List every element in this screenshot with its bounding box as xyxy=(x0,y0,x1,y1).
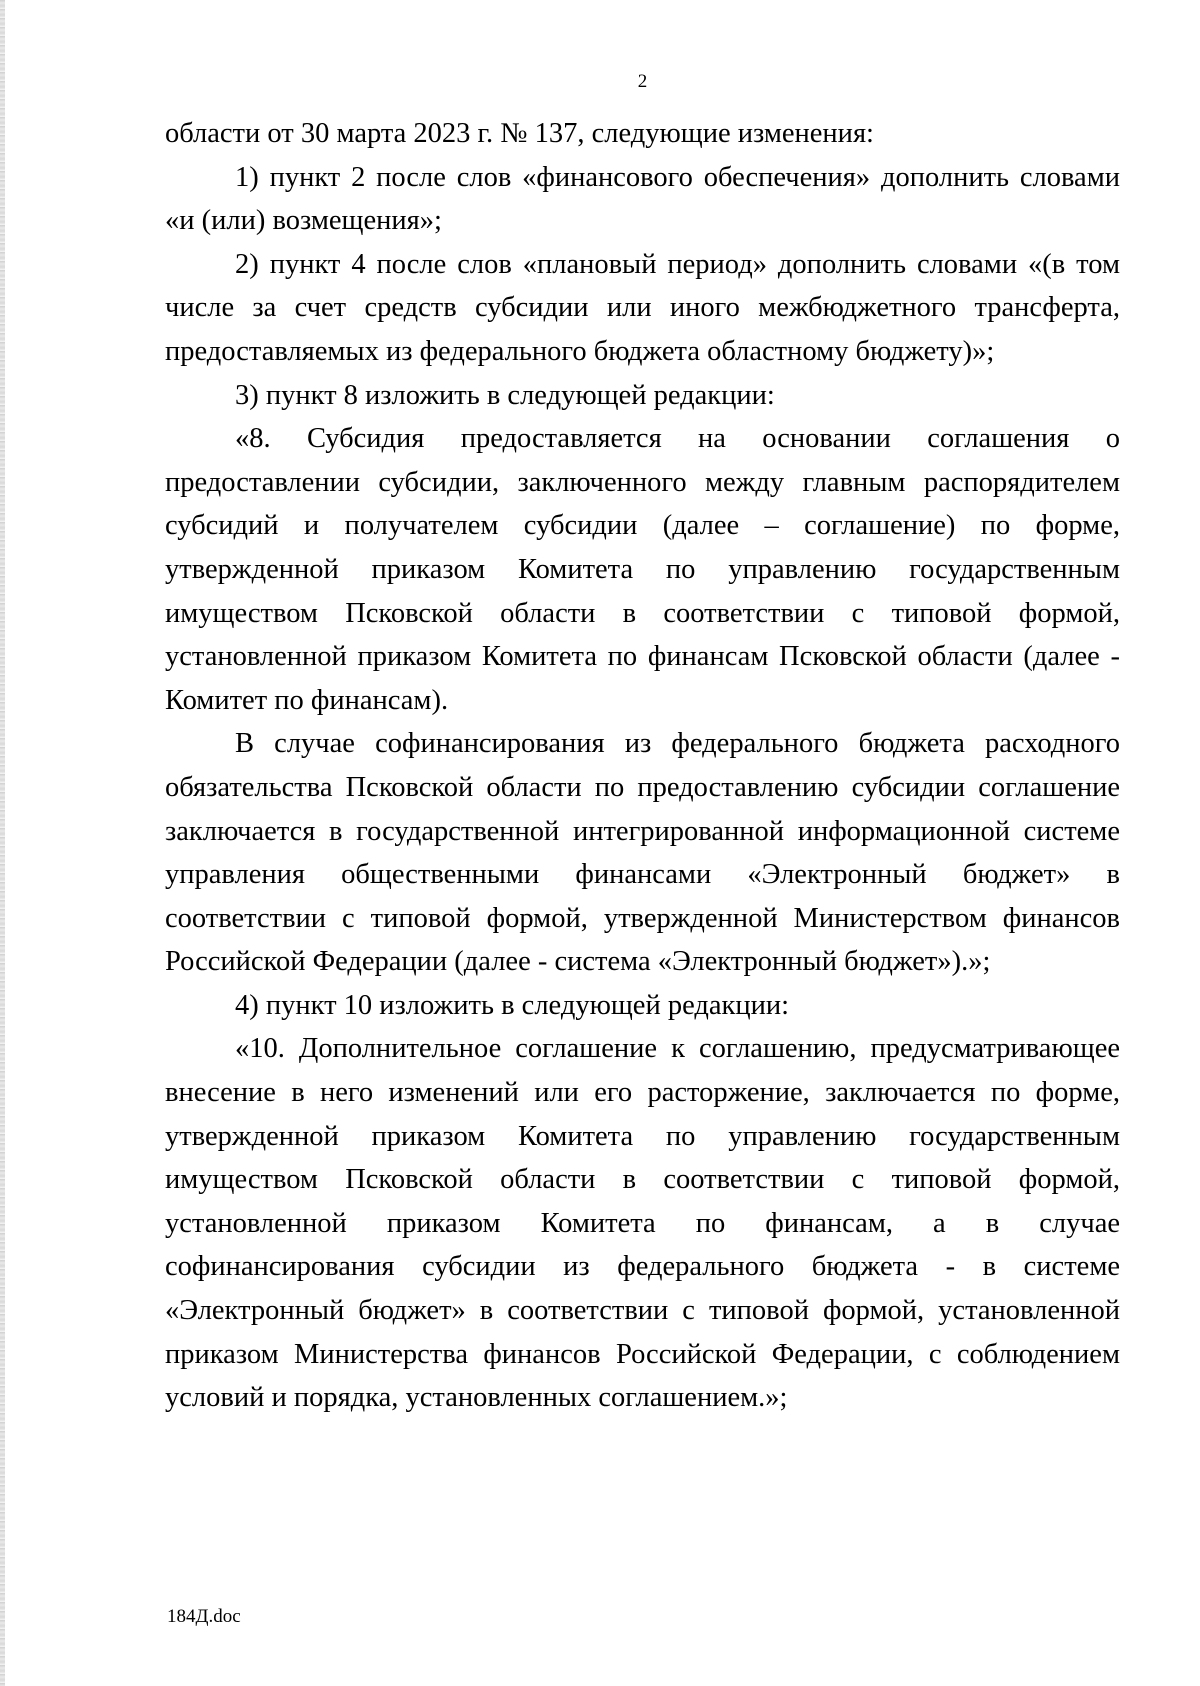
paragraph-item-1: 1) пункт 2 после слов «финансового обеспечения» дополнить словами «и (или) возмещения»; xyxy=(165,161,1120,237)
footer-filename: 184Д.doc xyxy=(167,1606,241,1627)
scan-edge xyxy=(0,0,5,1686)
paragraph-clause-10: «10. Дополнительное соглашение к соглашению, предусматривающее внесение в него изменений или его расторжение, заключается по форме, утвержденной приказом Комитета по управлению государственным имуществом Псковской области в соответствии с типовой формой, установленной приказом Комитета по финансам, а в случае софинансирования субсидии из федерального бюджета - в системе «Электронный бюджет» в соответствии с типовой формой, установленной приказом Министерства финансов Российской Федерации, с соблюдением условий и порядка, установленных соглашением.»; xyxy=(165,1033,1120,1414)
paragraph-item-4: 4) пункт 10 изложить в следующей редакции: xyxy=(235,989,790,1021)
page-number: 2 xyxy=(637,71,648,92)
paragraph-cofinancing: В случае софинансирования из федерального бюджета расходного обязательства Псковской области по предоставлению субсидии соглашение заключается в государственной интегрированной информационной системе управления общественными финансами «Электронный бюджет» в соответствии с типовой формой, утвержденной Министерством финансов Российской Федерации (далее - система «Электронный бюджет»).»; xyxy=(165,728,1120,978)
paragraph-clause-8: «8. Субсидия предоставляется на основании соглашения о предоставлении субсидии, заключенного между главным распорядителем субсидий и получателем субсидии (далее – соглашение) по форме, утвержденной приказом Комитета по управлению государственным имуществом Псковской области в соответствии с типовой формой, установленной приказом Комитета по финансам Псковской области (далее - Комитет по финансам). xyxy=(165,423,1120,716)
document-body xyxy=(165,112,1120,1420)
paragraph-continuation: области от 30 марта 2023 г. № 137, следующие изменения: xyxy=(165,118,874,149)
paragraph-item-3: 3) пункт 8 изложить в следующей редакции: xyxy=(235,379,775,411)
paragraph-item-2: 2) пункт 4 после слов «плановый период» дополнить словами «(в том числе за счет средств субсидии или иного межбюджетного трансферта, предоставляемых из федерального бюджета областному бюджету)»; xyxy=(165,248,1120,367)
